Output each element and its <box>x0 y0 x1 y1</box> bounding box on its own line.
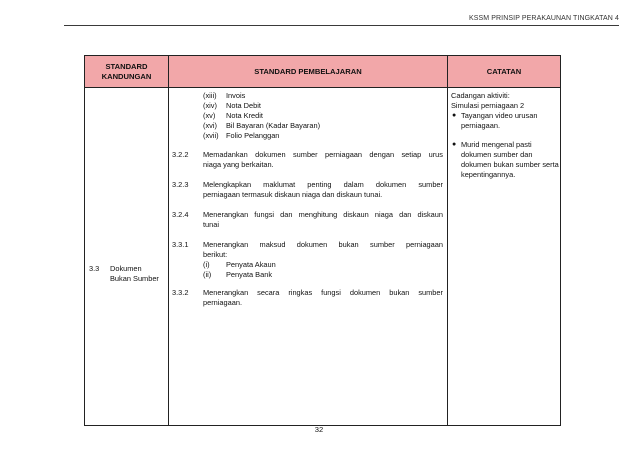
header-rule <box>64 25 619 26</box>
roman-num: (xiv) <box>203 101 217 110</box>
sub-list-item: Penyata Bank <box>226 270 273 279</box>
roman-item: Invois <box>226 91 246 100</box>
notes-bullet-2-cont: kepentingannya. <box>461 170 516 179</box>
bullet-icon: ● <box>452 141 457 148</box>
learning-standard-text-cont: perniagaan termasuk diskaun niaga dan diskaun tunai. <box>203 190 383 199</box>
roman-item: Nota Kredit <box>226 111 263 120</box>
notes-bullet-2-cont: dokumen sumber dan <box>461 150 533 159</box>
learning-standard-number: 3.2.3 <box>172 180 189 189</box>
roman-item: Nota Debit <box>226 101 261 110</box>
learning-standard-number: 3.3.1 <box>172 240 189 249</box>
sub-list-num: (i) <box>203 260 210 269</box>
notes-bullet-1: Tayangan video urusan <box>461 111 538 120</box>
sub-list-item: Penyata Akaun <box>226 260 276 269</box>
roman-num: (xvi) <box>203 121 217 130</box>
sub-list-num: (ii) <box>203 270 212 279</box>
notes-activity: Simulasi perniagaan 2 <box>451 101 525 110</box>
notes-bullet-1-cont: perniagaan. <box>461 121 501 130</box>
notes-bullet-2: Murid mengenal pasti <box>461 140 532 149</box>
content-standard-cell <box>85 88 169 426</box>
bullet-icon: ● <box>452 112 457 119</box>
page-number: 32 <box>314 425 324 434</box>
notes-bullet-2-cont: dokumen bukan sumber serta <box>461 160 559 169</box>
learning-standard-text-cont: niaga yang berkaitan. <box>203 160 274 169</box>
learning-standard-text: Menerangkan fungsi dan menghitung diskaun niaga dan diskaun <box>203 210 443 219</box>
roman-num: (xiii) <box>203 91 217 100</box>
learning-standard-text: Menerangkan secara ringkas fungsi dokumen bukan sumber <box>203 288 443 297</box>
learning-standard-text: Menerangkan maksud dokumen bukan sumber perniagaan <box>203 240 443 249</box>
content-standard-title-line2: Bukan Sumber <box>110 274 159 283</box>
table-row <box>85 88 561 426</box>
roman-num: (xv) <box>203 111 216 120</box>
learning-standard-cell <box>169 88 448 426</box>
col-header-content-standard <box>85 56 169 88</box>
col-header-content-standard-line2: KANDUNGAN <box>101 71 152 81</box>
notes-heading: Cadangan aktiviti: <box>451 91 510 100</box>
col-header-content-standard-line1: STANDARD <box>105 61 148 71</box>
roman-num: (xvii) <box>203 131 219 140</box>
running-header: KSSM PRINSIP PERAKAUNAN TINGKATAN 4 <box>468 15 619 22</box>
learning-standard-text: Memadankan dokumen sumber perniagaan dengan setiap urus <box>203 150 443 159</box>
learning-standard-text-cont: berikut: <box>203 250 228 259</box>
roman-item: Bil Bayaran (Kadar Bayaran) <box>226 121 321 130</box>
col-header-learning-standard: STANDARD PEMBELAJARAN <box>169 56 448 88</box>
learning-standard-number: 3.3.2 <box>172 288 189 297</box>
col-header-notes: CATATAN <box>448 56 561 88</box>
curriculum-table <box>84 55 561 426</box>
learning-standard-text-cont: perniagaan. <box>203 298 243 307</box>
learning-standard-text-cont: tunai <box>203 220 220 229</box>
learning-standard-text: Melengkapkan maklumat penting dalam dokumen sumber <box>203 180 443 189</box>
content-standard-title-line1: Dokumen <box>110 264 142 273</box>
table-header-row <box>85 56 561 88</box>
learning-standard-number: 3.2.4 <box>172 210 189 219</box>
notes-cell <box>448 88 561 426</box>
learning-standard-number: 3.2.2 <box>172 150 189 159</box>
roman-item: Folio Pelanggan <box>226 131 280 140</box>
content-standard-number: 3.3 <box>89 264 100 273</box>
